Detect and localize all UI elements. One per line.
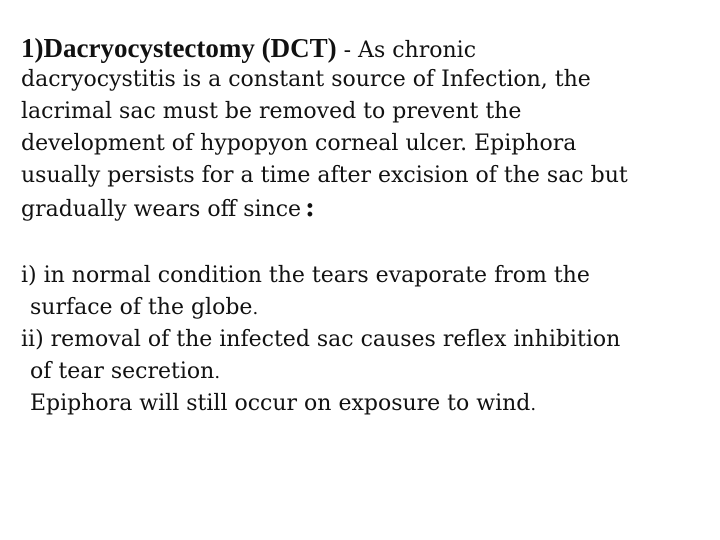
intro-line: development of hypopyon corneal ulcer. Epiphora [21,131,577,156]
point-1-text: surface of the globe [30,295,253,320]
intro-text: - As chronic [336,38,477,63]
point-2-line-1: ii) removal of the infected sac causes reflex inhibition [21,327,621,352]
slide-heading: 1)Dacryocystectomy (DCT) [21,33,337,63]
heading-line [21,32,711,64]
paragraph-spacer [21,224,711,260]
point-2-line-2 [21,356,711,388]
point-1-line-1: i) in normal condition the tears evaporate from the [21,263,590,288]
note-period: . [530,394,537,415]
note-line [21,388,711,420]
note-text: Epiphora will still occur on exposure to wind [30,391,531,416]
point-1-period: . [252,298,259,319]
slide-body [21,32,711,420]
point-2-text: of tear secretion [30,359,215,384]
point-1-line-2 [21,292,711,324]
point-2-period: . [214,362,221,383]
colon: : [305,193,315,223]
intro-line-text: gradually wears off since [21,197,302,222]
intro-line: usually persists for a time after excision of the sac but [21,163,628,188]
intro-line: dacryocystitis is a constant source of Infection, the [21,67,591,92]
intro-line: lacrimal sac must be removed to prevent the [21,99,522,124]
intro-line [21,192,711,224]
